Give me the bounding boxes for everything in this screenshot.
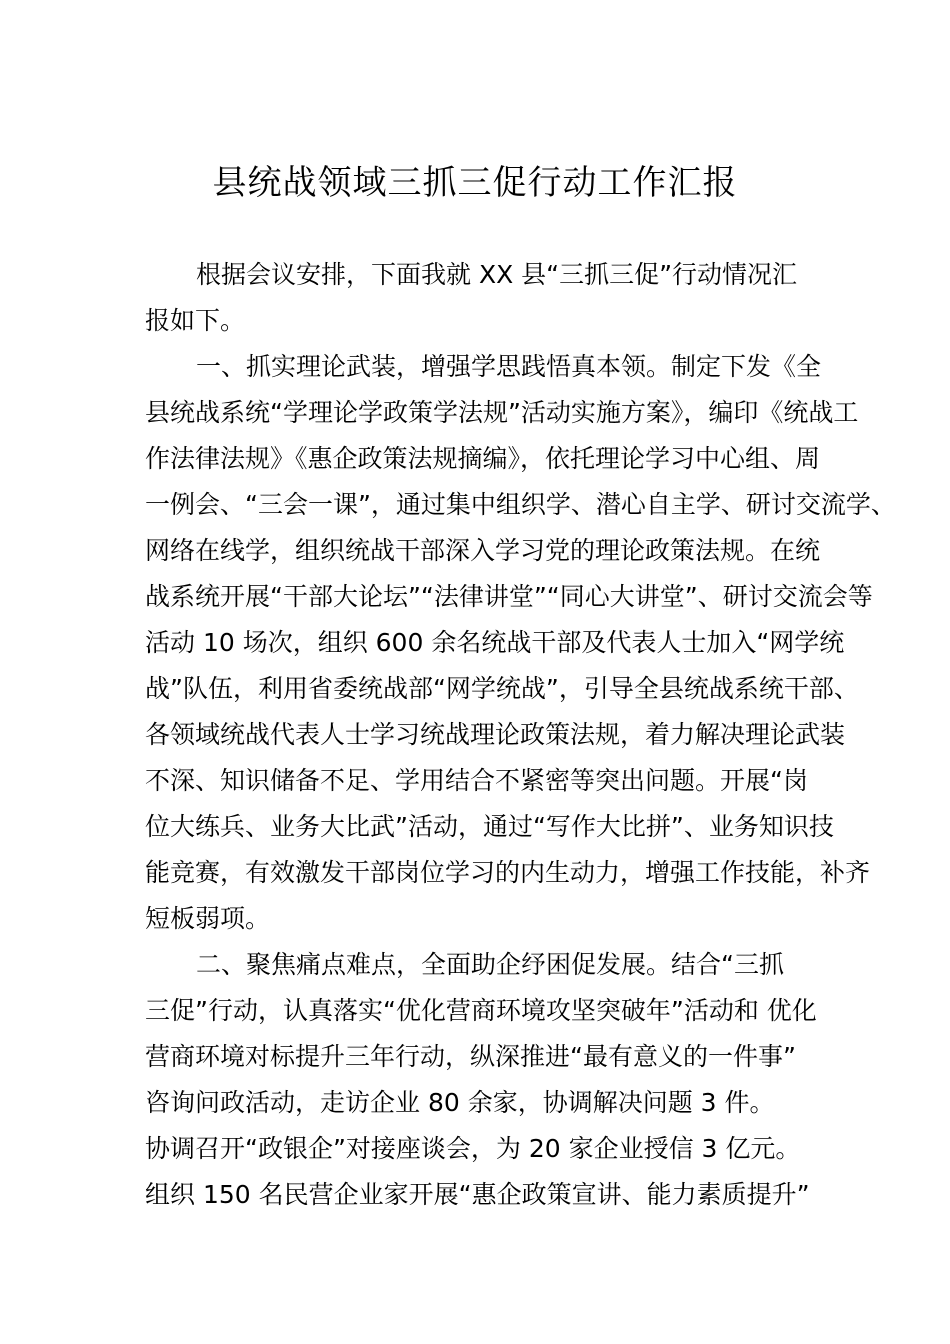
text-line: 能竞赛，有效激发干部岗位学习的内生动力，增强工作技能，补齐 (145, 858, 871, 887)
text-line: 不深、知识储备不足、学用结合不紧密等突出问题。开展“岗 (145, 766, 808, 795)
text-line: 协调召开“政银企”对接座谈会，为 20 家企业授信 3 亿元。 (145, 1134, 801, 1163)
text-line: 战”队伍，利用省委统战部“网学统战”，引导全县统战系统干部、 (145, 674, 859, 703)
text-line: 营商环境对标提升三年行动，纵深推进“最有意义的一件事” (145, 1042, 796, 1071)
text-line: 报如下。 (145, 306, 246, 335)
text-line: 咨询问政活动，走访企业 80 余家，协调解决问题 3 件。 (145, 1088, 775, 1117)
text-line: 短板弱项。 (145, 904, 271, 933)
text-line: 一例会、“三会一课”，通过集中组织学、潜心自主学、研讨交流学、 (145, 490, 896, 519)
text-line: 活动 10 场次，组织 600 余名统战干部及代表人士加入“网学统 (145, 628, 845, 657)
text-line: 根据会议安排，下面我就 XX 县“三抓三促”行动情况汇 (196, 260, 798, 289)
section-heading-line: 一、抓实理论武装，增强学思践悟真本领。制定下发《全 (196, 352, 822, 381)
text-line: 三促”行动，认真落实“优化营商环境攻坚突破年”活动和 优化 (145, 996, 817, 1025)
text-line: 各领域统战代表人士学习统战理论政策法规，着力解决理论武装 (145, 720, 846, 749)
document-title: 县统战领域三抓三促行动工作汇报 (212, 163, 738, 203)
text-line: 网络在线学，组织统战干部深入学习党的理论政策法规。在统 (145, 536, 821, 565)
section-heading-line: 二、聚焦痛点难点，全面助企纾困促发展。结合“三抓 (196, 950, 784, 979)
text-line: 位大练兵、业务大比武”活动，通过“写作大比拼”、业务知识技 (145, 812, 834, 841)
text-line: 县统战系统“学理论学政策学法规”活动实施方案》，编印《统战工 (145, 398, 859, 427)
text-line: 组织 150 名民营企业家开展“惠企政策宣讲、能力素质提升” (145, 1180, 810, 1209)
document-body (145, 252, 896, 1218)
text-line: 作法律法规》《惠企政策法规摘编》，依托理论学习中心组、周 (145, 444, 821, 473)
text-line: 战系统开展“干部大论坛”“法律讲堂”“同心大讲堂”、研讨交流会等 (145, 582, 873, 611)
